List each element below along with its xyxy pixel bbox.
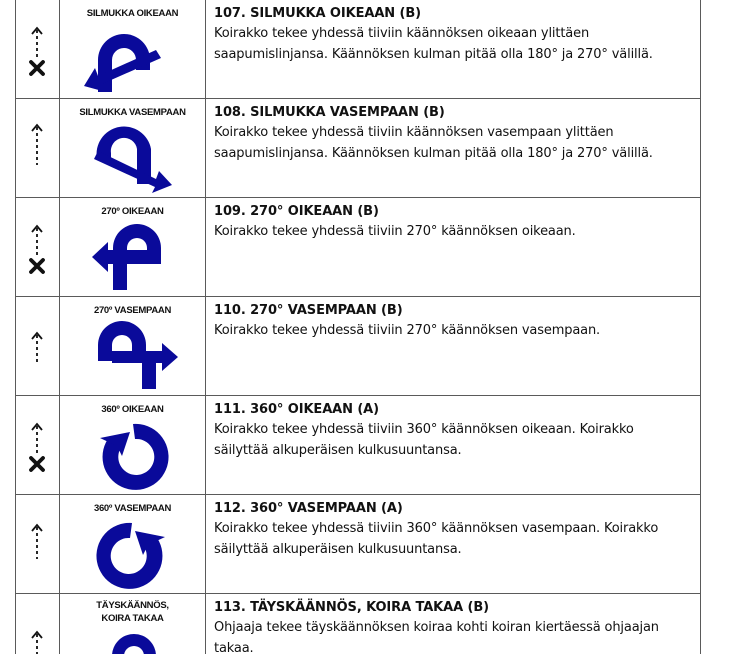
description-cell xyxy=(206,297,701,395)
dashed-arrow-up-icon xyxy=(16,594,59,654)
start-x-icon xyxy=(16,198,59,296)
table-row xyxy=(15,593,701,654)
sign-cell xyxy=(60,396,206,494)
sign-cell xyxy=(60,297,206,395)
exercise-title: 113. TÄYSKÄÄNNÖS, KOIRA TAKAA (B) xyxy=(214,600,489,615)
start-x-icon xyxy=(16,0,59,98)
loop-right-icon xyxy=(60,0,205,98)
exercise-title: 111. 360° OIKEAAN (A) xyxy=(214,402,379,417)
description-cell xyxy=(206,198,701,296)
start-x-icon xyxy=(16,396,59,494)
exercise-title: 109. 270° OIKEAAN (B) xyxy=(214,204,379,219)
sign-cell xyxy=(60,495,206,593)
direction-cell xyxy=(15,297,60,395)
exercise-description-line: Koirakko tekee yhdessä tiiviin 270° käännöksen oikeaan. xyxy=(214,224,576,239)
exercise-description-line: takaa. xyxy=(214,641,254,656)
exercise-description-line: Koirakko tekee yhdessä tiiviin 360° käännöksen oikeaan. Koirakko xyxy=(214,422,634,437)
sign-label: 360º VASEMPAAN xyxy=(93,503,172,514)
table-row xyxy=(15,197,701,296)
description-cell xyxy=(206,396,701,494)
exercise-title: 110. 270° VASEMPAAN (B) xyxy=(214,303,403,318)
turn-360-right-icon xyxy=(60,396,205,494)
sign-cell xyxy=(60,198,206,296)
exercise-description-line: Koirakko tekee yhdessä tiiviin 360° käännöksen vasempaan. Koirakko xyxy=(214,521,659,536)
sign-label: 270º OIKEAAN xyxy=(101,206,164,217)
sign-label: SILMUKKA VASEMPAAN xyxy=(79,107,186,118)
exercise-table xyxy=(15,0,701,654)
description-cell xyxy=(206,0,701,98)
sign-label: 270º VASEMPAAN xyxy=(93,305,172,316)
dashed-arrow-up-icon xyxy=(16,495,59,593)
table-row xyxy=(15,395,701,494)
sign-label: SILMUKKA OIKEAAN xyxy=(86,8,179,19)
turn-270-left-icon xyxy=(60,297,205,395)
exercise-description-line: säilyttää alkuperäisen kulkusuuntansa. xyxy=(214,443,462,458)
table-row xyxy=(15,0,701,98)
direction-cell xyxy=(15,198,60,296)
sign-cell xyxy=(60,594,206,654)
table-row xyxy=(15,494,701,593)
exercise-description-line: Koirakko tekee yhdessä tiiviin käännöksen vasempaan ylittäen xyxy=(214,125,614,140)
description-cell xyxy=(206,99,701,197)
exercise-title: 107. SILMUKKA OIKEAAN (B) xyxy=(214,6,421,21)
exercise-description-line: Koirakko tekee yhdessä tiiviin 270° käännöksen vasempaan. xyxy=(214,323,601,338)
table-row xyxy=(15,98,701,197)
sign-label-line: KOIRA TAKAA xyxy=(101,613,164,624)
turn-360-left-icon xyxy=(60,495,205,593)
exercise-description-line: säilyttää alkuperäisen kulkusuuntansa. xyxy=(214,542,462,557)
exercise-description-line: Ohjaaja tekee täyskäännöksen koiraa kohti koiran kiertäessä ohjaajan xyxy=(214,620,659,635)
description-cell xyxy=(206,594,701,654)
loop-left-icon xyxy=(60,99,205,197)
sign-cell xyxy=(60,99,206,197)
direction-cell xyxy=(15,396,60,494)
direction-cell xyxy=(15,495,60,593)
about-turn-dog-behind-icon xyxy=(60,594,205,654)
table-row xyxy=(15,296,701,395)
exercise-title: 112. 360° VASEMPAAN (A) xyxy=(214,501,403,516)
sign-cell xyxy=(60,0,206,98)
exercise-description-line: saapumislinjansa. Käännöksen kulman pitää olla 180° ja 270° välillä. xyxy=(214,146,653,161)
direction-cell xyxy=(15,99,60,197)
exercise-description-line: Koirakko tekee yhdessä tiiviin käännöksen oikeaan ylittäen xyxy=(214,26,590,41)
description-cell xyxy=(206,495,701,593)
exercise-title: 108. SILMUKKA VASEMPAAN (B) xyxy=(214,105,445,120)
dashed-arrow-up-icon xyxy=(16,297,59,395)
sign-label: 360º OIKEAAN xyxy=(101,404,164,415)
direction-cell xyxy=(15,0,60,98)
exercise-description-line: saapumislinjansa. Käännöksen kulman pitää olla 180° ja 270° välillä. xyxy=(214,47,653,62)
sign-label-line: TÄYSKÄÄNNÖS, xyxy=(96,600,169,611)
direction-cell xyxy=(15,594,60,654)
turn-270-right-icon xyxy=(60,198,205,296)
dashed-arrow-up-icon xyxy=(16,99,59,197)
